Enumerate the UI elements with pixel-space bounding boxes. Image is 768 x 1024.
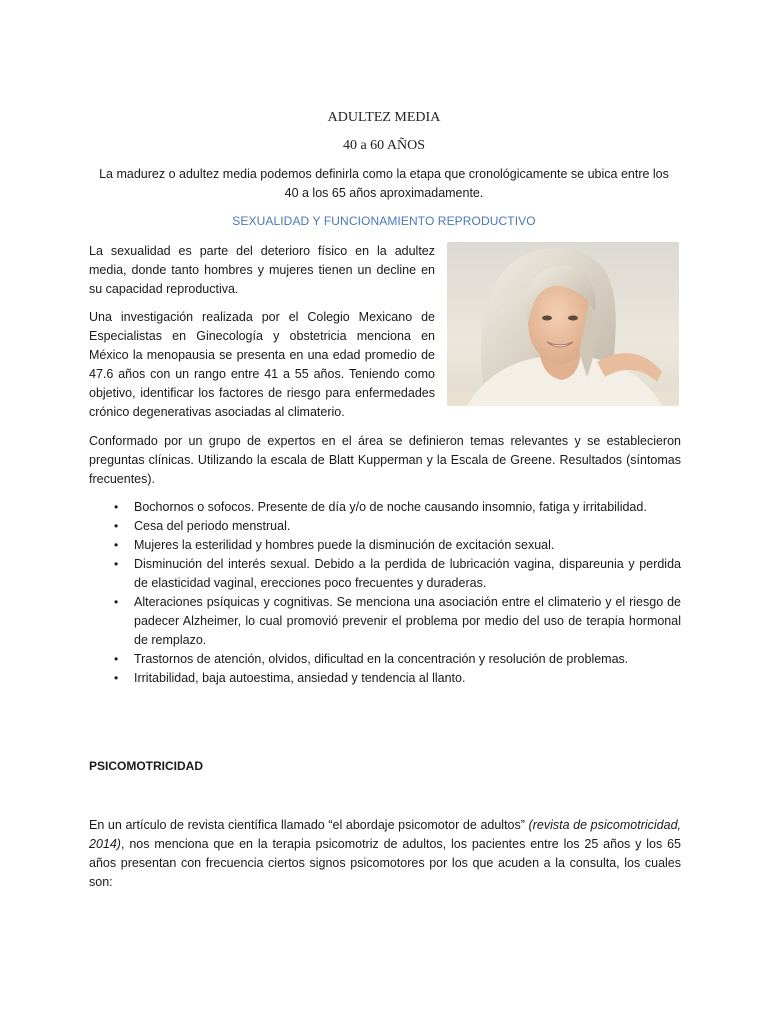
list-item bbox=[89, 536, 681, 555]
section-heading-psicomotricidad: PSICOMOTRICIDAD bbox=[89, 759, 203, 773]
list-item-text: Trastornos de atención, olvidos, dificultad en la concentración y resolución de problemas. bbox=[134, 652, 629, 666]
paragraph-psicomotricidad bbox=[89, 816, 681, 892]
bullet-icon: • bbox=[114, 557, 119, 571]
bullet-icon: • bbox=[114, 519, 119, 533]
woman-portrait-photo bbox=[447, 242, 679, 406]
bullet-icon: • bbox=[114, 652, 119, 666]
list-item-text: Mujeres la esterilidad y hombres puede la disminución de excitación sexual. bbox=[134, 538, 555, 552]
list-item bbox=[89, 555, 681, 593]
paragraph-expertos: Conformado por un grupo de expertos en el área se definieron temas relevantes y se establecieron preguntas clínicas. Utilizando la escala de Blatt Kupperman y la Escala de Greene. Resultados (síntomas frecuentes). bbox=[89, 434, 681, 486]
list-item bbox=[89, 669, 681, 688]
paragraph-text-end: , nos menciona que en la terapia psicomotriz de adultos, los pacientes entre los 25 años y los 65 años presentan con frecuencia ciertos signos psicomotores por los que acuden a la consulta, los cuales son: bbox=[89, 837, 681, 889]
intro-line-1: La madurez o adultez media podemos definirla como la etapa que cronológicamente se ubica entre los bbox=[99, 167, 669, 181]
symptoms-list bbox=[89, 498, 681, 688]
page-subtitle: 40 a 60 AÑOS bbox=[342, 138, 426, 153]
list-item-text: Alteraciones psíquicas y cognitivas. Se menciona una asociación entre el climaterio y el riesgo de padecer Alzheimer, lo cual promovió prevenir el problema por medio del uso de terapia hormonal de remplazo. bbox=[134, 595, 681, 647]
intro-line-2: 40 a los 65 años aproximadamente. bbox=[284, 186, 484, 200]
list-item-text: Disminución del interés sexual. Debido a la perdida de lubricación vagina, dispareunia y perdida de elasticidad vaginal, erecciones poco frecuentes y duraderas. bbox=[134, 557, 681, 590]
intro-paragraph bbox=[80, 165, 688, 203]
bullet-icon: • bbox=[114, 671, 119, 685]
paragraph-investigacion: Una investigación realizada por el Colegio Mexicano de Especialistas en Ginecología y obstetricia menciona en México la menopausia se presenta en una edad promedio de 47.6 años con un rango entre 41 a 55 años. Teniendo como objetivo, identificar los factores de riesgo para enfermedades crónico degenerativas asociadas al climaterio. bbox=[89, 310, 435, 419]
list-item bbox=[89, 650, 681, 669]
list-item bbox=[89, 498, 681, 517]
list-item bbox=[89, 593, 681, 650]
list-item-text: Bochornos o sofocos. Presente de día y/o de noche causando insomnio, fatiga y irritabilidad. bbox=[134, 500, 647, 514]
section-heading-sexualidad: SEXUALIDAD Y FUNCIONAMIENTO REPRODUCTIVO bbox=[232, 214, 536, 228]
bullet-icon: • bbox=[114, 538, 119, 552]
paragraph-text-start: En un artículo de revista científica llamado “el abordaje psicomotor de adultos” bbox=[89, 818, 529, 832]
list-item bbox=[89, 517, 681, 536]
list-item-text: Irritabilidad, baja autoestima, ansiedad y tendencia al llanto. bbox=[134, 671, 466, 685]
bullet-icon: • bbox=[114, 595, 119, 609]
citation: (revista de psicomotricidad, 2014) bbox=[89, 818, 681, 851]
bullet-icon: • bbox=[114, 500, 119, 514]
portrait-illustration bbox=[447, 242, 679, 406]
page-title: ADULTEZ MEDIA bbox=[327, 110, 441, 125]
list-item-text: Cesa del periodo menstrual. bbox=[134, 519, 291, 533]
paragraph-sexualidad: La sexualidad es parte del deterioro físico en la adultez media, donde tanto hombres y mujeres tienen un decline en su capacidad reproductiva. bbox=[89, 244, 435, 296]
